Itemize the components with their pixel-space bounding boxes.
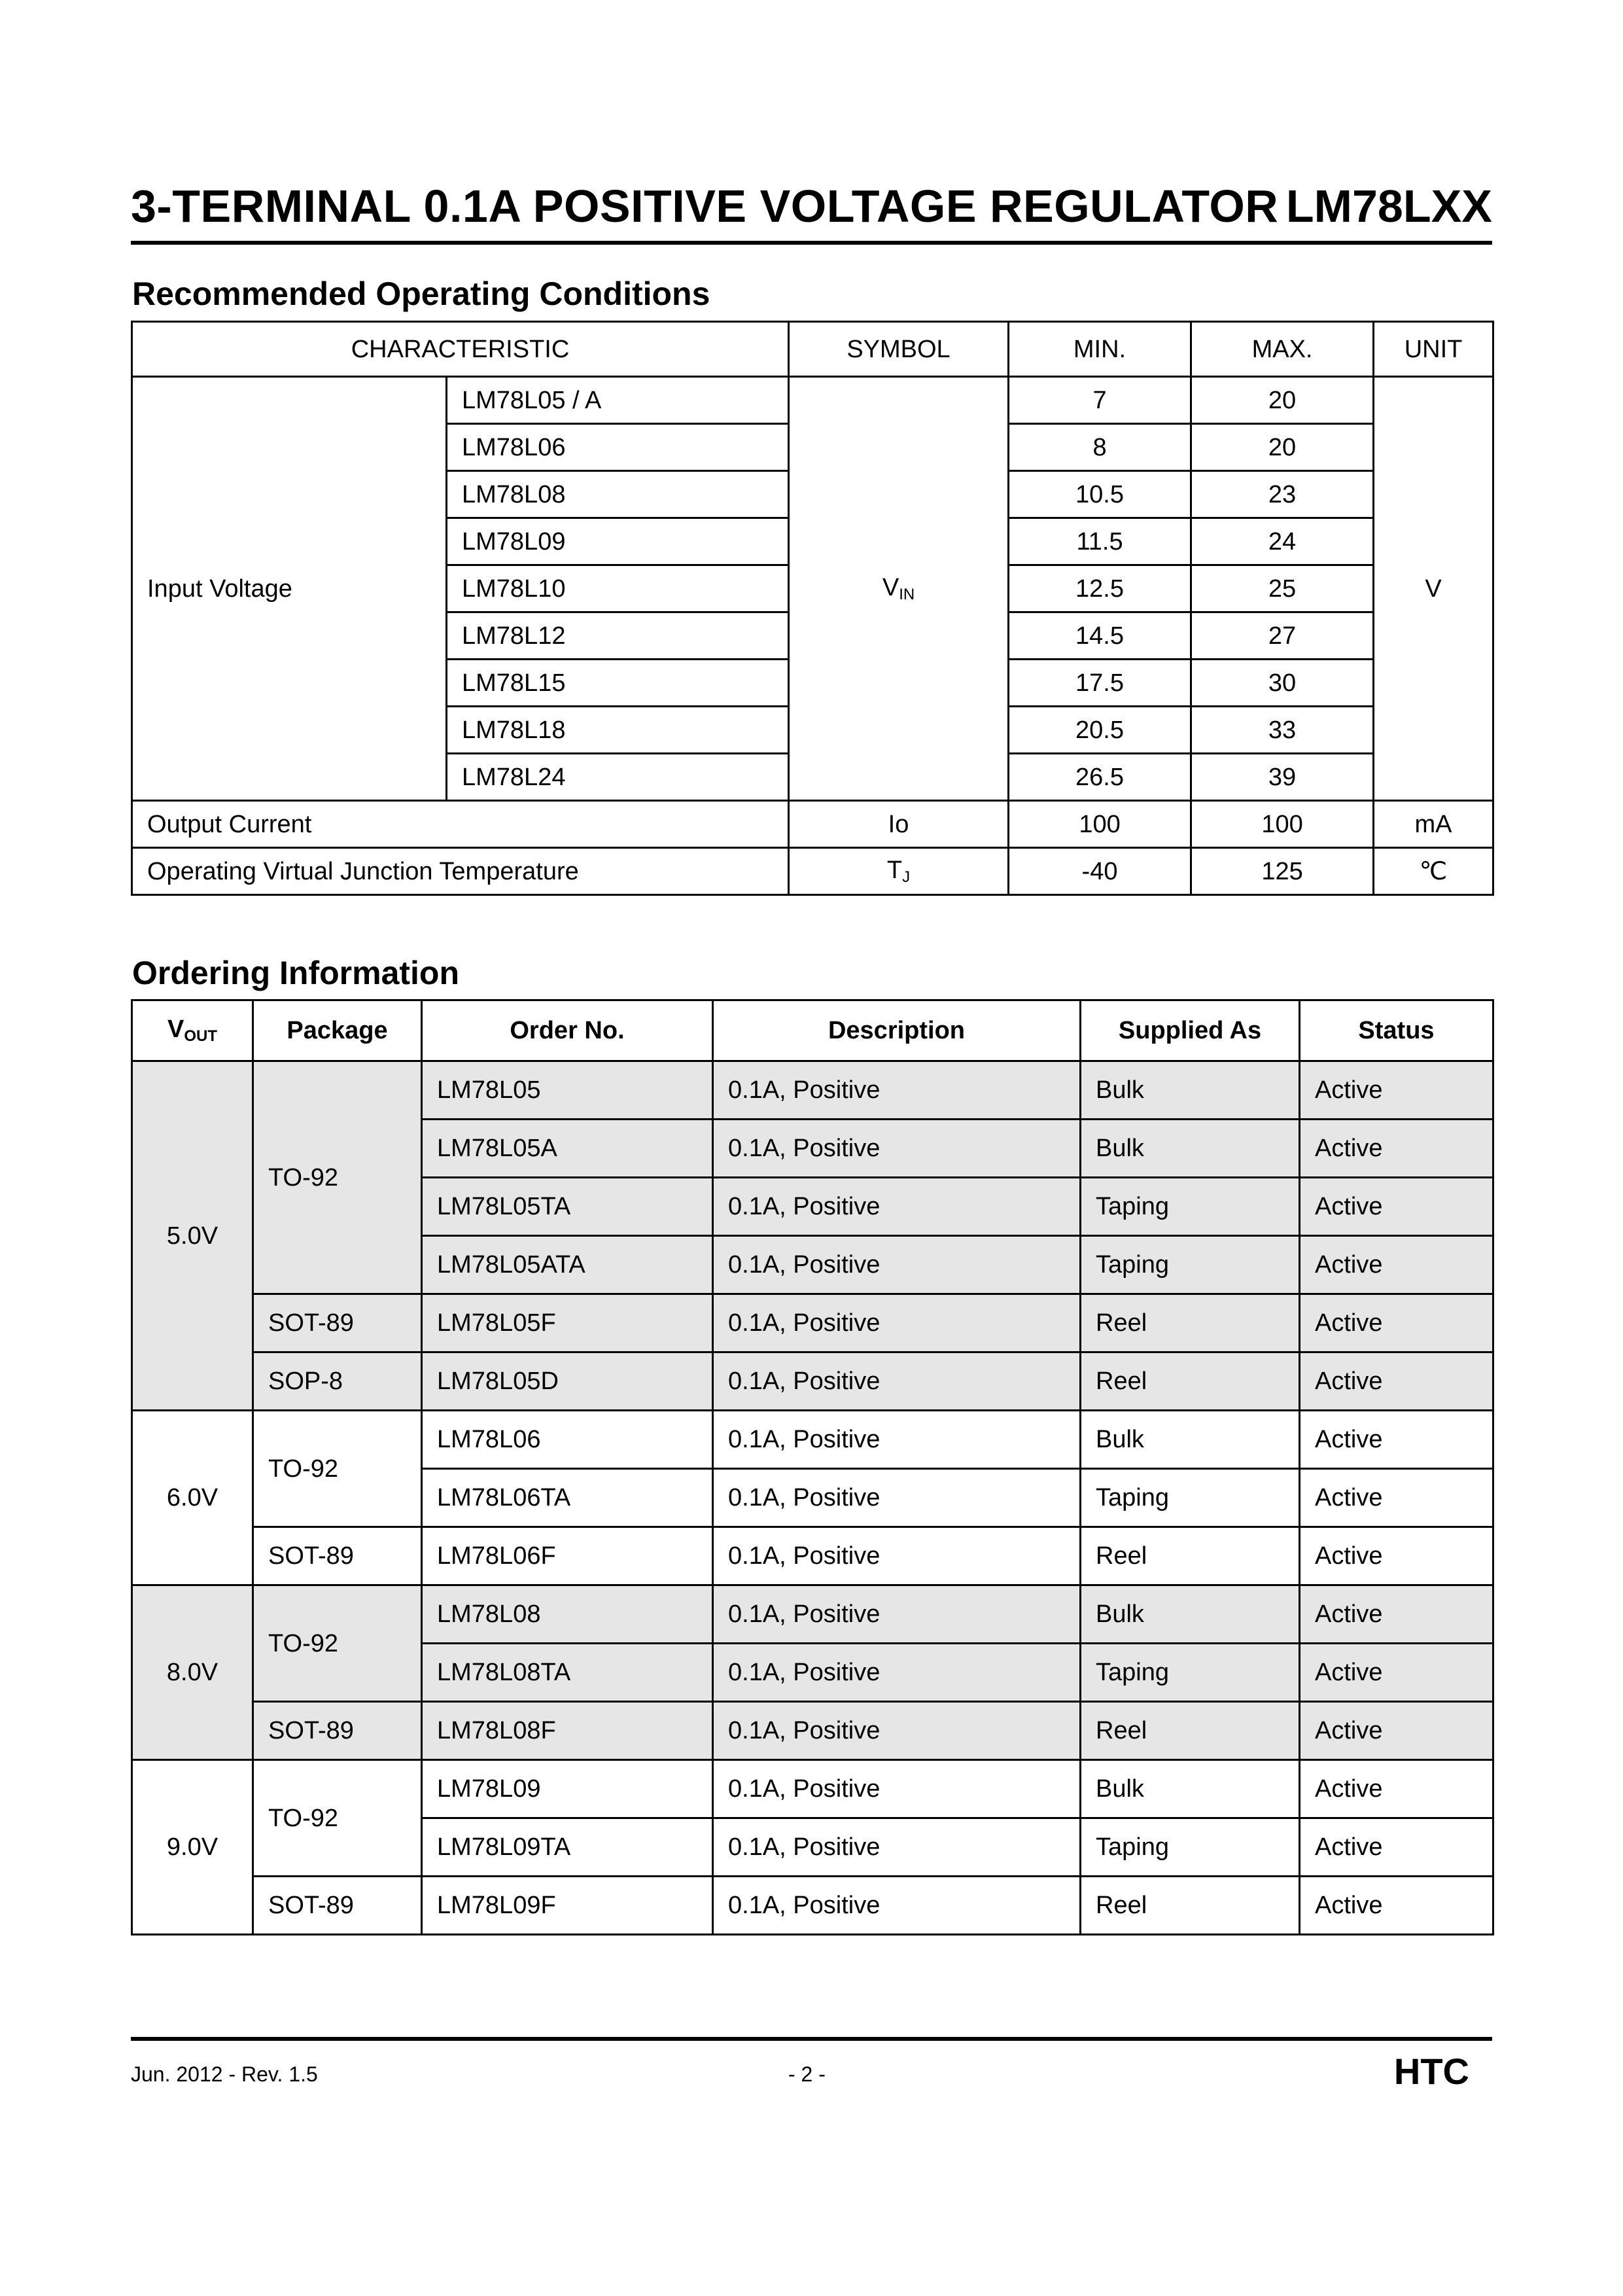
description-cell: 0.1A, Positive <box>713 1760 1081 1818</box>
max-cell: 27 <box>1191 612 1374 660</box>
status-cell: Active <box>1300 1527 1493 1585</box>
model-cell: LM78L15 <box>447 660 789 707</box>
package-cell: SOT-89 <box>253 1527 422 1585</box>
supplied-as-cell: Bulk <box>1081 1760 1300 1818</box>
max-cell: 25 <box>1191 565 1374 612</box>
model-cell: LM78L10 <box>447 565 789 612</box>
package-cell: TO-92 <box>253 1411 422 1527</box>
min-cell: 12.5 <box>1009 565 1191 612</box>
min-cell: 7 <box>1009 377 1191 424</box>
roc-col-min: MIN. <box>1009 322 1191 377</box>
roc-col-characteristic: CHARACTERISTIC <box>132 322 789 377</box>
order-no-cell: LM78L09F <box>422 1877 713 1935</box>
part-number: LM78LXX <box>1285 181 1492 232</box>
roc-col-symbol: SYMBOL <box>789 322 1009 377</box>
ordering-heading: Ordering Information <box>132 955 459 991</box>
description-cell: 0.1A, Positive <box>713 1877 1081 1935</box>
ordering-body <box>132 1061 1493 1935</box>
supplied-as-cell: Bulk <box>1081 1061 1300 1120</box>
order-no-cell: LM78L08TA <box>422 1644 713 1702</box>
order-no-cell: LM78L05F <box>422 1294 713 1352</box>
description-cell: 0.1A, Positive <box>713 1469 1081 1527</box>
order-no-cell: LM78L06 <box>422 1411 713 1469</box>
output-current-label: Output Current <box>132 801 789 848</box>
header-divider <box>131 241 1492 245</box>
ordering-row <box>132 1760 1493 1818</box>
roc-table <box>131 321 1494 896</box>
ord-col-package: Package <box>253 1000 422 1061</box>
ordering-row <box>132 1877 1493 1935</box>
status-cell: Active <box>1300 1760 1493 1818</box>
model-cell: LM78L18 <box>447 707 789 754</box>
roc-row <box>132 377 1493 424</box>
supplied-as-cell: Reel <box>1081 1877 1300 1935</box>
status-cell: Active <box>1300 1061 1493 1120</box>
roc-col-max: MAX. <box>1191 322 1374 377</box>
vout-cell: 9.0V <box>132 1760 253 1935</box>
min-cell: 17.5 <box>1009 660 1191 707</box>
package-cell: TO-92 <box>253 1585 422 1702</box>
supplied-as-cell: Reel <box>1081 1352 1300 1411</box>
model-cell: LM78L24 <box>447 754 789 801</box>
supplied-as-cell: Taping <box>1081 1236 1300 1294</box>
supplied-as-cell: Taping <box>1081 1818 1300 1877</box>
roc-col-unit: UNIT <box>1374 322 1493 377</box>
description-cell: 0.1A, Positive <box>713 1527 1081 1585</box>
description-cell: 0.1A, Positive <box>713 1061 1081 1120</box>
vin-symbol-main: V <box>882 573 899 601</box>
package-cell: SOT-89 <box>253 1294 422 1352</box>
order-no-cell: LM78L05D <box>422 1352 713 1411</box>
vout-cell: 8.0V <box>132 1585 253 1760</box>
min-cell: 100 <box>1009 801 1191 848</box>
footer-brand: HTC <box>1393 2051 1469 2092</box>
package-cell: SOP-8 <box>253 1352 422 1411</box>
supplied-as-cell: Reel <box>1081 1702 1300 1760</box>
order-no-cell: LM78L09TA <box>422 1818 713 1877</box>
status-cell: Active <box>1300 1178 1493 1236</box>
ord-col-status: Status <box>1300 1000 1493 1061</box>
status-cell: Active <box>1300 1702 1493 1760</box>
max-cell: 33 <box>1191 707 1374 754</box>
max-cell: 20 <box>1191 424 1374 471</box>
roc-heading: Recommended Operating Conditions <box>132 275 710 312</box>
junction-temp-label: Operating Virtual Junction Temperature <box>132 848 789 895</box>
ord-col-supplied-as: Supplied As <box>1081 1000 1300 1061</box>
status-cell: Active <box>1300 1818 1493 1877</box>
roc-header-row <box>132 322 1493 377</box>
output-current-row <box>132 801 1493 848</box>
min-cell: 20.5 <box>1009 707 1191 754</box>
supplied-as-cell: Bulk <box>1081 1120 1300 1178</box>
footer-divider <box>131 2037 1492 2041</box>
input-voltage-unit: V <box>1374 377 1493 801</box>
output-current-unit: mA <box>1374 801 1493 848</box>
max-cell: 30 <box>1191 660 1374 707</box>
tj-symbol <box>789 848 1009 895</box>
tj-symbol-subscript: J <box>902 868 911 886</box>
max-cell: 100 <box>1191 801 1374 848</box>
ordering-row <box>132 1585 1493 1644</box>
ordering-row <box>132 1294 1493 1352</box>
junction-temp-unit: ℃ <box>1374 848 1493 895</box>
status-cell: Active <box>1300 1585 1493 1644</box>
supplied-as-cell: Reel <box>1081 1294 1300 1352</box>
min-cell: 11.5 <box>1009 518 1191 565</box>
min-cell: 14.5 <box>1009 612 1191 660</box>
order-no-cell: LM78L08 <box>422 1585 713 1644</box>
description-cell: 0.1A, Positive <box>713 1294 1081 1352</box>
ord-col-description: Description <box>713 1000 1081 1061</box>
package-cell: TO-92 <box>253 1760 422 1877</box>
max-cell: 23 <box>1191 471 1374 518</box>
model-cell: LM78L05 / A <box>447 377 789 424</box>
min-cell: 10.5 <box>1009 471 1191 518</box>
status-cell: Active <box>1300 1236 1493 1294</box>
supplied-as-cell: Taping <box>1081 1469 1300 1527</box>
status-cell: Active <box>1300 1877 1493 1935</box>
min-cell: 26.5 <box>1009 754 1191 801</box>
description-cell: 0.1A, Positive <box>713 1120 1081 1178</box>
status-cell: Active <box>1300 1411 1493 1469</box>
order-no-cell: LM78L08F <box>422 1702 713 1760</box>
supplied-as-cell: Bulk <box>1081 1411 1300 1469</box>
roc-body <box>132 377 1493 895</box>
model-cell: LM78L06 <box>447 424 789 471</box>
ord-col-vout: $V_{OUT}$ <box>132 1000 253 1061</box>
model-cell: LM78L12 <box>447 612 789 660</box>
junction-temp-row <box>132 848 1493 895</box>
description-cell: 0.1A, Positive <box>713 1236 1081 1294</box>
vout-cell: 6.0V <box>132 1411 253 1585</box>
output-current-symbol: Io <box>789 801 1009 848</box>
status-cell: Active <box>1300 1294 1493 1352</box>
description-cell: 0.1A, Positive <box>713 1818 1081 1877</box>
order-no-cell: LM78L09 <box>422 1760 713 1818</box>
status-cell: Active <box>1300 1644 1493 1702</box>
description-cell: 0.1A, Positive <box>713 1702 1081 1760</box>
order-no-cell: LM78L05TA <box>422 1178 713 1236</box>
vin-symbol <box>789 377 1009 801</box>
description-cell: 0.1A, Positive <box>713 1411 1081 1469</box>
ordering-row <box>132 1061 1493 1120</box>
ordering-row <box>132 1702 1493 1760</box>
description-cell: 0.1A, Positive <box>713 1585 1081 1644</box>
order-no-cell: LM78L05ATA <box>422 1236 713 1294</box>
description-cell: 0.1A, Positive <box>713 1352 1081 1411</box>
order-no-cell: LM78L06TA <box>422 1469 713 1527</box>
description-cell: 0.1A, Positive <box>713 1178 1081 1236</box>
ordering-row <box>132 1411 1493 1469</box>
description-cell: 0.1A, Positive <box>713 1644 1081 1702</box>
status-cell: Active <box>1300 1352 1493 1411</box>
order-no-cell: LM78L05A <box>422 1120 713 1178</box>
model-cell: LM78L09 <box>447 518 789 565</box>
max-cell: 125 <box>1191 848 1374 895</box>
ord-col-order-no: Order No. <box>422 1000 713 1061</box>
package-cell: TO-92 <box>253 1061 422 1294</box>
ordering-header-row <box>132 1000 1493 1061</box>
supplied-as-cell: Taping <box>1081 1644 1300 1702</box>
status-cell: Active <box>1300 1469 1493 1527</box>
ordering-row <box>132 1527 1493 1585</box>
supplied-as-cell: Bulk <box>1081 1585 1300 1644</box>
input-voltage-label: Input Voltage <box>132 377 447 801</box>
footer-page-number: - 2 - <box>788 2062 826 2086</box>
min-cell: -40 <box>1009 848 1191 895</box>
max-cell: 24 <box>1191 518 1374 565</box>
document-title: 3-TERMINAL 0.1A POSITIVE VOLTAGE REGULATOR <box>131 181 1279 232</box>
vin-symbol-subscript: IN <box>899 585 915 603</box>
max-cell: 20 <box>1191 377 1374 424</box>
max-cell: 39 <box>1191 754 1374 801</box>
min-cell: 8 <box>1009 424 1191 471</box>
supplied-as-cell: Taping <box>1081 1178 1300 1236</box>
package-cell: SOT-89 <box>253 1877 422 1935</box>
supplied-as-cell: Reel <box>1081 1527 1300 1585</box>
package-cell: SOT-89 <box>253 1702 422 1760</box>
footer-date-revision: Jun. 2012 - Rev. 1.5 <box>131 2062 318 2086</box>
order-no-cell: LM78L05 <box>422 1061 713 1120</box>
ordering-row <box>132 1352 1493 1411</box>
tj-symbol-main: T <box>886 856 903 884</box>
order-no-cell: LM78L06F <box>422 1527 713 1585</box>
vout-cell: 5.0V <box>132 1061 253 1411</box>
ordering-table <box>131 999 1494 1935</box>
status-cell: Active <box>1300 1120 1493 1178</box>
model-cell: LM78L08 <box>447 471 789 518</box>
